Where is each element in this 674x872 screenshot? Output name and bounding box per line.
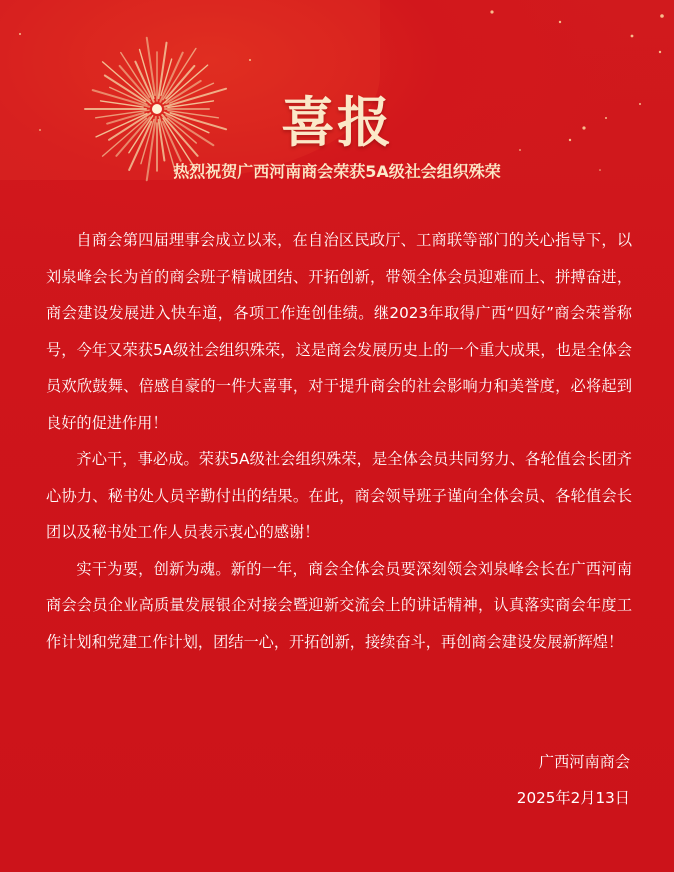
- sparkle-dot: [659, 51, 661, 53]
- paragraph-2: 齐心干，事必成。荣获5A级社会组织殊荣，是全体会员共同努力、各轮值会长团齐心协力、秘书处人员辛勤付出的结果。在此，商会领导班子谨向全体会员、各轮值会长团以及秘书处工作人员表示衷心的感谢！: [46, 450, 632, 541]
- paragraph-3: 实干为要，创新为魂。新的一年，商会全体会员要深刻领会刘泉峰会长在广西河南商会会员企业高质量发展银企对接会暨迎新交流会上的讲话精神，认真落实商会年度工作计划和党建工作计划，团结一心，开拓创新，接续奋斗，再创商会建设发展新辉煌！: [46, 559, 632, 651]
- signature-date: 2025年2月13日: [516, 789, 630, 807]
- signature-organization: 广西河南商会: [538, 753, 630, 771]
- page-subtitle: 热烈祝贺广西河南商会荣获5A级社会组织殊荣: [173, 162, 501, 181]
- page-title: 喜报: [281, 91, 393, 154]
- signature-block: [517, 744, 630, 816]
- sparkle-dot: [631, 35, 634, 38]
- sparkle-dot: [559, 21, 561, 23]
- sparkle-dot: [660, 14, 664, 18]
- sparkle-dot: [490, 10, 493, 13]
- announcement-body: [46, 222, 632, 660]
- paragraph-1: 自商会第四届理事会成立以来，在自治区民政厅、工商联等部门的关心指导下，以刘泉峰会长为首的商会班子精诚团结、开拓创新，带领全体会员迎难而上、拼搏奋进，商会建设发展进入快车道，各项工作连创佳绩。继2023年取得广西“四好”商会荣誉称号，今年又荣获5A级社会组织殊荣，这是商会发展历史上的一个重大成果，也是全体会员欢欣鼓舞、倍感自豪的一件大喜事，对于提升商会的社会影响力和美誉度，必将起到良好的促进作用！: [46, 231, 632, 432]
